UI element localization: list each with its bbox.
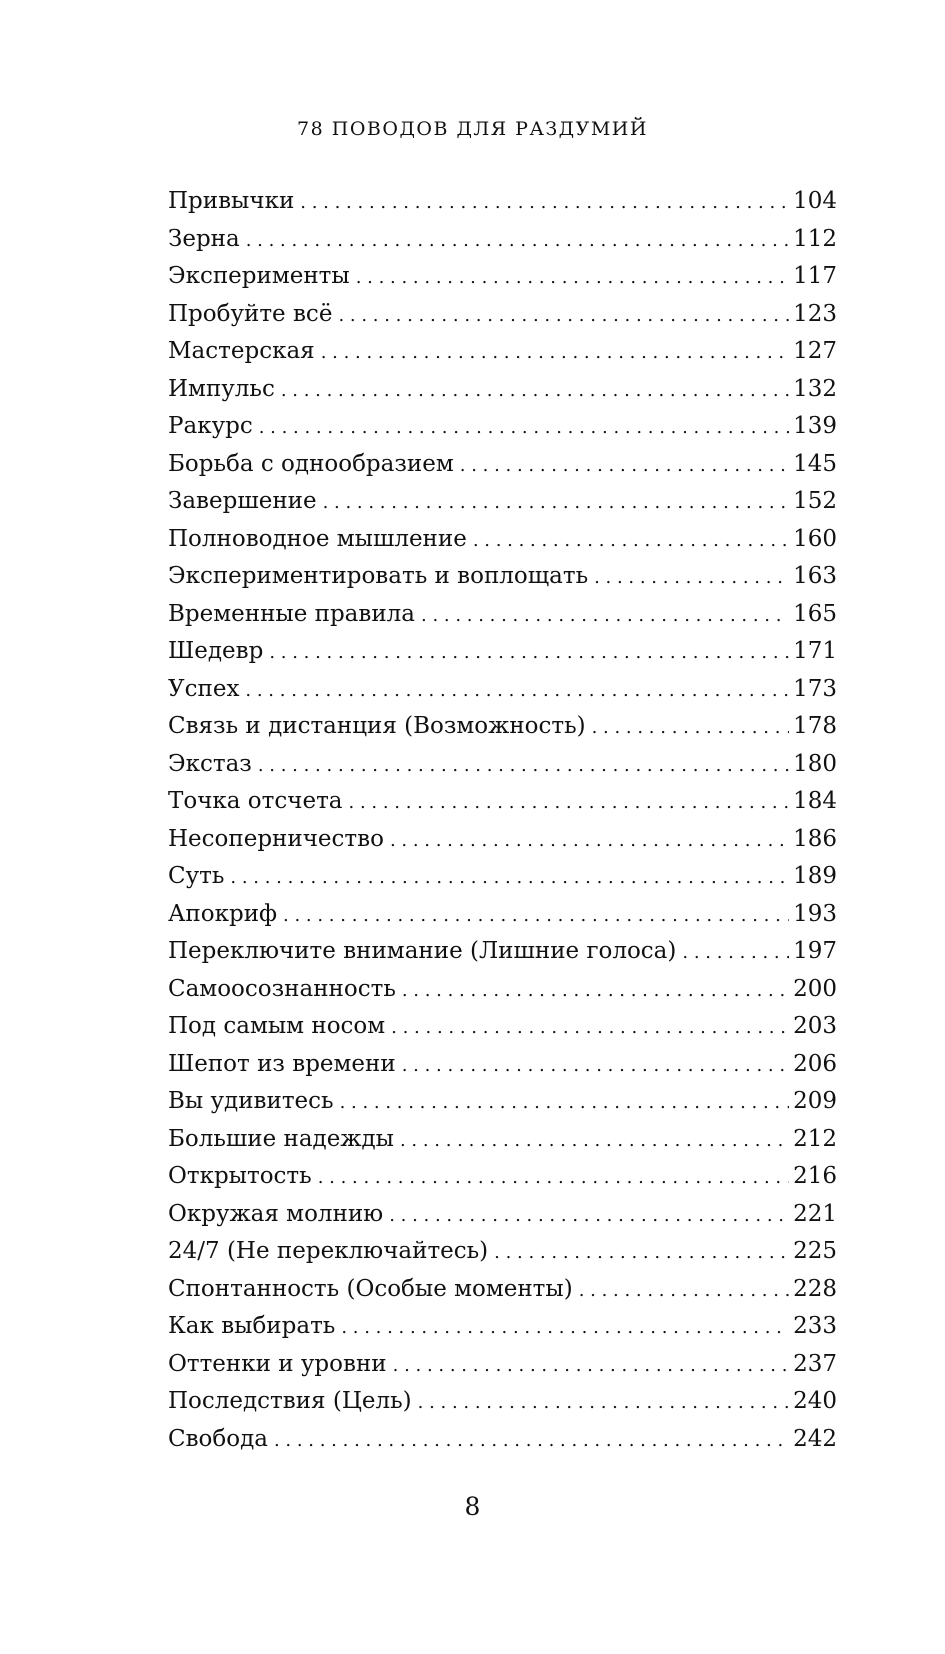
toc-entry-page: 233 xyxy=(793,1313,837,1339)
toc-entry-page: 165 xyxy=(793,600,837,627)
toc-entry-title: Самоосознанность xyxy=(168,975,396,1002)
toc-entry-page: 184 xyxy=(793,788,837,814)
dot-leader xyxy=(274,1422,789,1460)
toc-entry-page: 163 xyxy=(793,563,837,589)
toc-entry-page: 145 xyxy=(793,450,837,477)
toc-entry-title: Окружая молнию xyxy=(168,1200,384,1227)
dot-leader xyxy=(258,747,789,785)
toc-entry xyxy=(168,1308,837,1346)
toc-entry-title: Шедевр xyxy=(168,638,264,664)
toc-entry xyxy=(168,746,837,784)
page-number: 8 xyxy=(464,1492,481,1521)
toc-entry xyxy=(168,408,837,446)
toc-entry xyxy=(168,933,837,971)
toc-entry-title: Оттенки и уровни xyxy=(168,1350,387,1377)
toc-entry xyxy=(168,1083,837,1121)
dot-leader xyxy=(473,522,789,560)
dot-leader xyxy=(460,447,789,485)
toc-entry xyxy=(168,1008,837,1046)
toc-entry xyxy=(168,1158,837,1196)
toc-entry-title: Импульс xyxy=(168,375,275,402)
toc-entry-page: 104 xyxy=(793,188,837,214)
toc-entry-page: 173 xyxy=(793,675,837,702)
toc-entry-title: Шепот из времени xyxy=(168,1050,396,1077)
toc-entry-page: 242 xyxy=(793,1425,837,1452)
toc-entry-title: Завершение xyxy=(168,488,317,514)
dot-leader xyxy=(259,409,789,447)
toc-entry-title: Последствия (Цель) xyxy=(168,1388,412,1414)
dot-leader xyxy=(281,372,789,410)
dot-leader xyxy=(592,709,790,747)
toc-entry-title: Мастерская xyxy=(168,338,315,364)
dot-leader xyxy=(323,484,790,522)
toc-entry-title: Переключите внимание (Лишние голоса) xyxy=(168,938,677,964)
toc-entry-page: 180 xyxy=(793,750,837,777)
dot-leader xyxy=(230,859,789,897)
dot-leader xyxy=(340,1084,790,1122)
toc-entry xyxy=(168,521,837,559)
toc-entry-page: 123 xyxy=(793,300,837,327)
dot-leader xyxy=(245,672,789,710)
toc-entry xyxy=(168,1046,837,1084)
dot-leader xyxy=(400,1122,789,1160)
dot-leader xyxy=(402,972,789,1010)
toc-entry-title: Суть xyxy=(168,863,225,889)
toc-entry-page: 197 xyxy=(793,938,837,964)
toc-entry xyxy=(168,1196,837,1234)
toc-entry xyxy=(168,1383,837,1421)
dot-leader xyxy=(402,1047,789,1085)
dot-leader xyxy=(341,1309,789,1347)
toc-entry-page: 171 xyxy=(793,638,837,664)
toc-entry xyxy=(168,1346,837,1384)
toc-entry-page: 221 xyxy=(793,1200,837,1227)
toc-entry-page: 193 xyxy=(793,900,837,927)
toc-entry xyxy=(168,858,837,896)
dot-leader xyxy=(418,1384,789,1422)
toc-entry-title: Зерна xyxy=(168,225,240,252)
toc-entry-title: Успех xyxy=(168,675,240,702)
toc-entry-title: Вы удивитесь xyxy=(168,1088,334,1114)
dot-leader xyxy=(682,934,789,972)
toc-entry-page: 117 xyxy=(793,263,837,289)
toc-entry-page: 212 xyxy=(793,1125,837,1152)
toc-entry xyxy=(168,821,837,859)
toc-entry-page: 186 xyxy=(793,825,837,852)
toc-entry-title: Ракурс xyxy=(168,413,253,439)
toc-entry-title: Привычки xyxy=(168,188,295,214)
toc-entry-title: Связь и дистанция (Возможность) xyxy=(168,713,586,739)
toc-entry-page: 240 xyxy=(793,1388,837,1414)
toc-entry-page: 228 xyxy=(793,1275,837,1302)
toc-entry-title: Апокриф xyxy=(168,900,278,927)
toc-entry xyxy=(168,258,837,296)
toc-entry-title: Свобода xyxy=(168,1425,268,1452)
toc-entry-title: Пробуйте всё xyxy=(168,300,333,327)
toc-entry xyxy=(168,896,837,934)
toc-entry xyxy=(168,1121,837,1159)
toc-entry xyxy=(168,783,837,821)
toc-entry-title: Открытость xyxy=(168,1163,312,1189)
toc-entry xyxy=(168,708,837,746)
dot-leader xyxy=(300,184,789,222)
toc-entry-page: 127 xyxy=(793,338,837,364)
toc-entry-page: 112 xyxy=(793,225,837,252)
dot-leader xyxy=(390,822,789,860)
table-of-contents xyxy=(168,183,837,1458)
toc-entry-page: 225 xyxy=(793,1238,837,1264)
dot-leader xyxy=(579,1272,789,1310)
dot-leader xyxy=(356,259,789,297)
toc-entry xyxy=(168,971,837,1009)
toc-entry-page: 203 xyxy=(793,1013,837,1039)
toc-entry-page: 189 xyxy=(793,863,837,889)
dot-leader xyxy=(283,897,789,935)
toc-entry xyxy=(168,296,837,334)
toc-entry-title: Временные правила xyxy=(168,600,415,627)
toc-entry xyxy=(168,633,837,671)
toc-entry-page: 206 xyxy=(793,1050,837,1077)
running-header: 78 ПОВОДОВ ДЛЯ РАЗДУМИЙ xyxy=(297,118,648,140)
toc-entry-page: 209 xyxy=(793,1088,837,1114)
dot-leader xyxy=(389,1197,789,1235)
toc-entry-page: 237 xyxy=(793,1350,837,1377)
toc-entry-page: 200 xyxy=(793,975,837,1002)
dot-leader xyxy=(321,334,789,372)
toc-entry xyxy=(168,221,837,259)
toc-entry xyxy=(168,183,837,221)
dot-leader xyxy=(494,1234,789,1272)
toc-entry-page: 178 xyxy=(793,713,837,739)
toc-entry-title: Полноводное мышление xyxy=(168,525,467,552)
toc-entry-title: Эксперименты xyxy=(168,263,350,289)
toc-entry xyxy=(168,671,837,709)
toc-entry-title: 24/7 (Не переключайтесь) xyxy=(168,1238,489,1264)
dot-leader xyxy=(393,1347,789,1385)
toc-entry-title: Точка отсчета xyxy=(168,788,343,814)
toc-entry xyxy=(168,1421,837,1459)
toc-entry-page: 152 xyxy=(793,488,837,514)
toc-entry-title: Борьба с однообразием xyxy=(168,450,454,477)
dot-leader xyxy=(391,1009,789,1047)
dot-leader xyxy=(349,784,790,822)
toc-entry xyxy=(168,371,837,409)
toc-entry-page: 132 xyxy=(793,375,837,402)
toc-entry-title: Экстаз xyxy=(168,750,252,777)
dot-leader xyxy=(269,634,789,672)
toc-entry xyxy=(168,596,837,634)
toc-entry xyxy=(168,333,837,371)
toc-entry xyxy=(168,446,837,484)
toc-entry-title: Большие надежды xyxy=(168,1125,394,1152)
toc-entry-page: 160 xyxy=(793,525,837,552)
dot-leader xyxy=(318,1159,789,1197)
toc-entry xyxy=(168,1233,837,1271)
toc-entry-page: 139 xyxy=(793,413,837,439)
toc-entry xyxy=(168,558,837,596)
toc-entry-title: Под самым носом xyxy=(168,1013,386,1039)
toc-entry xyxy=(168,483,837,521)
toc-entry xyxy=(168,1271,837,1309)
toc-entry-page: 216 xyxy=(793,1163,837,1189)
dot-leader xyxy=(338,297,789,335)
toc-entry-title: Экспериментировать и воплощать xyxy=(168,563,589,589)
toc-entry-title: Как выбирать xyxy=(168,1313,336,1339)
dot-leader xyxy=(246,222,789,260)
toc-entry-title: Несоперничество xyxy=(168,825,384,852)
dot-leader xyxy=(594,559,789,597)
toc-entry-title: Спонтанность (Особые моменты) xyxy=(168,1275,573,1302)
dot-leader xyxy=(421,597,789,635)
